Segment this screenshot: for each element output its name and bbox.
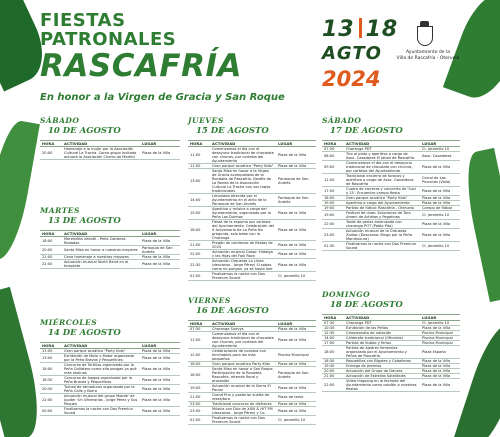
cell-activity: Charanga PDT [344,147,420,152]
cell-activity: Fiesta de la espuma por cortesía del Ayuntamiento. Celebración del X Aniversario de La Peña No pregunta, solo bebe con la Charanga [210,220,276,241]
cell-time: 20:00 [322,369,344,374]
table-row [188,272,316,281]
cell-place: Parroquia de San Andrés [276,367,316,384]
cell-time: 15:00 [188,207,210,220]
cell-time: 22:00 [40,260,62,269]
cell-activity: Aperitivo a cargo del Ayuntamiento [344,201,420,206]
col-time-header: HORA [322,315,344,321]
cell-time: 23:00 [188,402,210,407]
cell-place: Plaza de la Villa [276,259,316,272]
cell-time: 11:00 [188,332,210,349]
cell-place: Plaza de la Villa [276,241,316,250]
cell-time: 01:00 [188,272,210,281]
cell-place: Piscina Municipal [420,341,460,346]
cell-time: 23:00 [322,229,344,242]
cell-time: 10:30 [322,326,344,331]
cell-time: 22:00 [322,220,344,229]
cell-time: 18:00 [322,196,344,201]
day-date: 18 DE AGOSTO [330,300,403,310]
table-row [188,147,316,164]
cell-place: Cl. Jaramillo 10 [420,211,460,220]
cell-time: 01:00 [188,416,210,425]
day-name: MIÉRCOLES [40,318,98,327]
cell-time: 19:00 [322,211,344,220]
table-row [188,349,316,362]
col-place-header: LUGAR [420,141,460,147]
cell-place: Plaza de la Villa [140,237,180,246]
col-time-header: HORA [188,321,210,327]
cell-place: Cl. Jaramillo 10 [276,272,316,281]
cell-activity: Concurso de Tortillas organizado por la Peña Quílatero como ella pongas ya qué más molinas [62,363,140,376]
cell-place: Campo de fútbol [420,206,460,211]
col-activity-header: ACTIVIDAD [210,321,276,327]
cell-activity: Tradicional encierro de toracos y aperitivo a cargo de Asoc. Ganaderos de Rascafría [344,174,420,187]
table-row [40,246,180,255]
cell-activity: Finalizamos la noche con Dos Premiun Sound [62,407,140,416]
table-row [188,241,316,250]
cell-time: 22:00 [188,250,210,259]
cell-place: Plaza de la Villa [420,201,460,206]
cell-activity: Entrega de premios [344,364,420,369]
day-name: JUEVES [188,116,224,125]
cell-time: 17:00 [322,341,344,346]
cell-activity: Finalizamos la noche con Dos Premium Sound [210,416,276,425]
cell-time: 20:30 [40,385,62,394]
cell-activity: Actuación musical de la Sierra El Paular [210,384,276,393]
cell-activity: Gran parque acuático "Party Kids" [210,164,276,169]
cell-time: 11:00 [188,147,210,164]
col-place-header: LUGAR [140,141,180,147]
col-place-header: LUGAR [276,321,316,327]
cell-time: 16:00 [188,362,210,367]
col-activity-header: ACTIVIDAD [62,141,140,147]
cell-activity: Tradicional concurso de disfraces [210,402,276,407]
cell-place: Parroquia de San Andrés [276,194,316,207]
cell-time: 14:00 [188,194,210,207]
cell-place: Plaza de la Villa [140,255,180,260]
cell-time: 19:00 [322,201,344,206]
table-row [40,363,180,376]
cell-place: Plaza España [420,346,460,359]
title-line-2: PATRONALES [40,29,177,50]
cell-time: 19:00 [188,384,210,393]
col-time-header: HORA [322,141,344,147]
cell-time: 14:00 [322,336,344,341]
cell-time: 12:30 [322,331,344,336]
col-time-header: HORA [188,141,210,147]
cell-time: 18:30 [322,359,344,364]
day-name: DOMINGO [322,290,371,299]
table-row [322,174,460,187]
cell-activity: Música con Dúo de XXIII & HIT FM (descanso - Jorge Pérez) y Co. [210,407,276,416]
day-title-mar13 [40,206,121,226]
cell-activity: Charanga Suevys [210,327,276,332]
cell-time: 21:00 [188,393,210,402]
cell-place: Plaza de la Villa [276,332,316,349]
cell-time: 18:00 [188,220,210,241]
cell-place: Plaza de la Villa [420,374,460,379]
table-row [322,187,460,196]
cell-time: 00:00 [40,407,62,416]
table-row [188,259,316,272]
schedule-table-sab17 [322,140,460,251]
date-end: 18 [365,17,399,42]
table-row [322,379,460,392]
table-row [40,385,180,394]
table-row [188,367,316,384]
cell-activity: Actuación musical de la Orquesta Zodiac (Descanso: Bingo por la Peña Mondrocura) [344,229,420,242]
cell-time: 13:00 [40,354,62,363]
col-activity-header: ACTIVIDAD [210,141,276,147]
table-row [322,152,460,161]
col-activity-header: ACTIVIDAD [344,315,420,321]
cell-place: Plaza de la Villa [420,359,460,364]
cell-time: 09:00 [322,161,344,174]
cell-time: 19:00 [322,206,344,211]
col-time-header: HORA [40,141,62,147]
cell-place: Plaza de la Villa [276,402,316,407]
cell-activity: Campeonato de natación [344,331,420,336]
col-place-header: LUGAR [276,141,316,147]
cell-activity: Gran parque acuático "Party Kids" [62,349,140,354]
day-name: SÁBADO [322,116,362,125]
cell-place: Plaza de la Villa [420,326,460,331]
table-row [322,229,460,242]
cell-time: 19:30 [322,364,344,369]
cell-activity: Partida de Kubbe y ferias [344,341,420,346]
cell-time: 13:00 [188,169,210,194]
cell-activity: Cuatro de carreras y concierto de 'Suci y 15'. Encuentro campo fiesta [344,187,420,196]
cell-place: Plaza de la Villa [420,196,460,201]
table-row [188,332,316,349]
cell-time: 21:00 [322,374,344,379]
cell-place: Plaza de la Villa [276,407,316,416]
cell-time: 11:00 [40,349,62,354]
cell-activity: Exhibición de Moto y Motor organizado por la Peña Bravos y Pequeñines [62,354,140,363]
cell-activity: Actuación Orquesta La Línea (descanso - Jorge Pérez) Si sobas como mi pongas, ya sé hasta leer [210,259,276,272]
cell-activity: Paquetillas con Bigotes y Caballeros [344,359,420,364]
cell-time: 08:00 [322,152,344,161]
table-row [322,161,460,174]
cell-place: Asoc. Cazadores [420,152,460,161]
cell-place: Plaza de la Villa [276,384,316,393]
cell-activity: Homenaje a la mujer por la Asociación Cultural La Trocha. Como grupo invitado actuará la Asociación Charro de Madrid [62,147,140,160]
table-row [40,376,180,385]
cell-place: Plaza de la Villa [140,385,180,394]
table-row [322,346,460,359]
table-row [188,250,316,259]
cell-activity: Finalizamos la noche con Dos Premium Sound [210,272,276,281]
table-row [188,384,316,393]
cell-activity: Calderata tradicional (Oficiales) [344,336,420,341]
table-row [188,220,316,241]
cell-activity: Comenzamos el día con el desayuno tradicional de chocolate con churros, por cortesía del Ayuntamiento [344,161,420,174]
cell-time: 01:30 [322,242,344,251]
col-activity-header: ACTIVIDAD [62,231,140,237]
day-date: 10 DE AGOSTO [48,126,121,136]
cell-place: Plaza de la Villa [140,349,180,354]
day-title-sab17 [322,116,403,136]
cell-place: Plaza de la Villa [140,363,180,376]
cell-place: Plaza de la Villa [276,164,316,169]
table-row [40,394,180,407]
cell-activity: Cena homenaje a nuestros mayores [62,255,140,260]
cell-place: Plaza de la Villa [420,220,460,229]
col-place-header: LUGAR [140,343,180,349]
day-name: MARTES [40,206,80,215]
day-title-jue15 [188,116,269,136]
day-name: SÁBADO [40,116,80,125]
table-row [188,207,316,220]
cell-time: 18:00 [322,346,344,359]
table-row [188,407,316,416]
poster-subtitle: En honor a la Virgen de Gracia y San Roque [40,92,285,103]
day-date: 15 DE AGOSTO [196,126,269,136]
cell-time: 20:00 [40,147,62,160]
cell-place: Cl. Jaramillo 10 [420,147,460,152]
cell-time: 07:30 [322,147,344,152]
cell-place: Plaza de la Villa [140,354,180,363]
col-place-header: LUGAR [420,315,460,321]
cell-time: 07:30 [188,327,210,332]
cell-activity: Merendilla infantil - Peña Calderas Rodadas [62,237,140,246]
cell-place: Plaza de toros [276,393,316,402]
date-days [322,18,398,42]
table-row [188,169,316,194]
table-row [322,242,460,251]
cell-activity: Tarde de peñas amenizada con charanga POT (Pablo Pita) [344,220,420,229]
cell-time: 17:00 [322,187,344,196]
cell-activity: Limonada ofrecida por el Ayuntamiento en el atrio de la Parroquia de San Andrés [210,194,276,207]
cell-place: Parroquia de San Andrés [276,169,316,194]
leaf-decoration [0,118,40,262]
col-activity-header: ACTIVIDAD [62,343,140,349]
schedule-table-jue15 [188,140,316,281]
schedule-table-dom18 [322,314,460,392]
cell-activity: Pregón de comienzo de fiestas de 2024 [210,241,276,250]
cell-activity: Actuación de Estrellas Satelitales [344,374,420,379]
cell-place: Plaza de la Villa [140,260,180,269]
cell-place: Plaza de la Villa [420,187,460,196]
cell-place: Cl. Jaramillo 10 [420,321,460,326]
cell-time: 18:00 [188,367,210,384]
cell-activity: Video mapping en la fachada del Ayuntamiento como colofón a nuestras fiestas [344,379,420,392]
cell-activity: Festival de risas: Soluciones de Toro Ameni de Artistas y Pegatinas [344,211,420,220]
col-time-header: HORA [40,231,62,237]
cell-place: Plaza de la Villa [276,207,316,220]
cell-activity: Actuación musical Cobac 'Hidalga y las Hijas del Folk Rock [210,250,276,259]
cell-place: Plaza de la Villa [420,161,460,174]
day-title-vie16 [188,296,269,316]
table-row [40,260,180,269]
cell-place: Plaza de la Villa [140,394,180,407]
cell-activity: Exhibición de las Peñas [344,326,420,331]
cell-time: 18:00 [40,237,62,246]
cell-activity: Santa Misa en honor a nuestros mayores [62,246,140,255]
cell-time: 21:00 [40,255,62,260]
date-start: 13 [322,17,355,42]
table-row [188,393,316,402]
cell-time: 21:00 [188,241,210,250]
cell-place: Plaza de la Villa [276,220,316,241]
cell-activity: Gran parque acuático Party Kids [210,362,276,367]
town-hall-line-2: Villa de Rascafría - Oteruelo [396,55,460,61]
cell-place: Plaza de la Villa [276,250,316,259]
cell-activity: Finalizamos la noche con Dos Premium Sound [344,242,420,251]
cell-activity: Partido de fútbol: Rascafría - Oteruelo [344,206,420,211]
cell-place: Plaza de la Villa [276,147,316,164]
cell-activity: Actuación del Grupo de Danzas [344,369,420,374]
town-hall-line-1: Ayuntamiento de la [406,50,450,55]
table-row [40,237,180,246]
cell-activity: Aperitivo y música a cargo del Ayuntamiento, organizado por la Peña Los Dulmos [210,207,276,220]
day-name: VIERNES [188,296,231,305]
cell-activity: Actuación musical North Bend en el templete [62,260,140,269]
cell-place: Plaza de la Villa [420,379,460,392]
cell-place: Plaza de la Villa [420,369,460,374]
day-date: 14 DE AGOSTO [48,328,121,338]
cell-place: Cl. Jaramillo 10 [420,242,460,251]
cell-activity: Celebraciones de cuantos con hinchables para los más pequeños [210,349,276,362]
cell-place: Parroquia de San Andrés [140,246,180,255]
cell-place: Plaza de la Villa [140,376,180,385]
cell-place: Plaza de la Villa [276,362,316,367]
table-row [188,416,316,425]
cell-place: Cl. Jaramillo 10 [276,416,316,425]
table-row [40,407,180,416]
cell-activity: Actuación musical del grupo Mobile' de Jupiter 'Un Ultrerarias - Jorge Pérez y Sus Peques [62,394,140,407]
table-row [188,194,316,207]
leaf-decoration [459,148,500,302]
cell-place: Plaza de la Villa [140,147,180,160]
cell-activity: Grand Prix y posterior suelta de reses/toro [210,393,276,402]
cell-time: 12:00 [188,349,210,362]
poster-title [40,12,242,82]
day-date: 13 DE AGOSTO [48,216,121,226]
col-place-header: LUGAR [140,231,180,237]
date-divider [359,18,362,38]
day-title-mie14 [40,318,121,338]
cell-activity: Torneo de tamaduras organizado por la Peña Calle y Barra [62,385,140,394]
cell-time: 07:30 [322,321,344,326]
cell-activity: Partida de Ajedrez femeniles organizada por el Ayuntamiento y Peñas de Rascafría [344,346,420,359]
table-row [40,354,180,363]
cell-activity: Gran parque acuático "Party Kids" [344,196,420,201]
cell-time: 20:00 [40,246,62,255]
cell-activity: Comenzamos el día con el desayuno tradicional de chocolate con churros, por cortesía del Ayuntamiento [210,332,276,349]
day-title-dom18 [322,290,403,310]
cell-place: Plaza de la Villa [140,407,180,416]
cell-activity: Comenzamos el día con el desayuno tradicional de chocolate con churros, por cortesía del Ayuntamiento [210,147,276,164]
cell-place: Plaza de la Villa [276,327,316,332]
day-title-sab10 [40,116,121,136]
cell-place: Plaza de la Villa [420,364,460,369]
cell-time: 22:00 [40,394,62,407]
table-row [322,220,460,229]
cell-activity: Tiro al plato y aperitivo a cargo de Asoc. Cazadores El Jabalí de Rascafría [344,152,420,161]
cell-time: 11:00 [188,164,210,169]
town-hall-name [396,50,460,61]
date-block [322,18,398,92]
cell-time: 18:30 [40,376,62,385]
cell-place: Plaza de la Villa [420,229,460,242]
cell-time: 18:00 [40,363,62,376]
cell-activity: Santa Misa en honor a la Virgen de Gracia acompañada de la Rondalla de Rascafría. Desfile de La Ronda de la Asociación Cultural La Trocha con sus trajes tradicionales [210,169,276,194]
col-activity-header: ACTIVIDAD [344,141,420,147]
cell-place: Corral de Las Pinochas (Valla) [420,174,460,187]
schedule-table-vie16 [188,320,316,425]
date-year: 2024 [322,67,381,91]
town-crest-icon [417,26,433,46]
schedule-table-sab10 [40,140,180,160]
day-date: 16 DE AGOSTO [196,306,269,316]
date-month: AGTO [322,43,382,64]
col-time-header: HORA [40,343,62,349]
table-row [40,147,180,160]
cell-place: Piscina Municipal [420,331,460,336]
schedule-table-mie14 [40,342,180,416]
cell-time: 22:00 [322,379,344,392]
cell-activity: Santa Misa en honor a San Roque. Participación de la Rondalla Rascafría, ofrenda floral y procesión [210,367,276,384]
cell-time: 22:30 [188,259,210,272]
cell-place: Piscina Municipal [420,336,460,341]
cell-time: 11:00 [322,174,344,187]
schedule-table-mar13 [40,230,180,269]
cell-time: 23:00 [188,407,210,416]
cell-activity: Concurso de Juegos organizado por la Peña Bravos y Pequeñines [62,376,140,385]
table-row [322,211,460,220]
cell-place: Piscina Municipal [276,349,316,362]
title-line-1: FIESTAS [40,10,126,31]
title-line-3: RASCAFRÍA [40,48,243,84]
day-date: 17 DE AGOSTO [330,126,403,136]
cell-activity: Charanga PDT [344,321,420,326]
